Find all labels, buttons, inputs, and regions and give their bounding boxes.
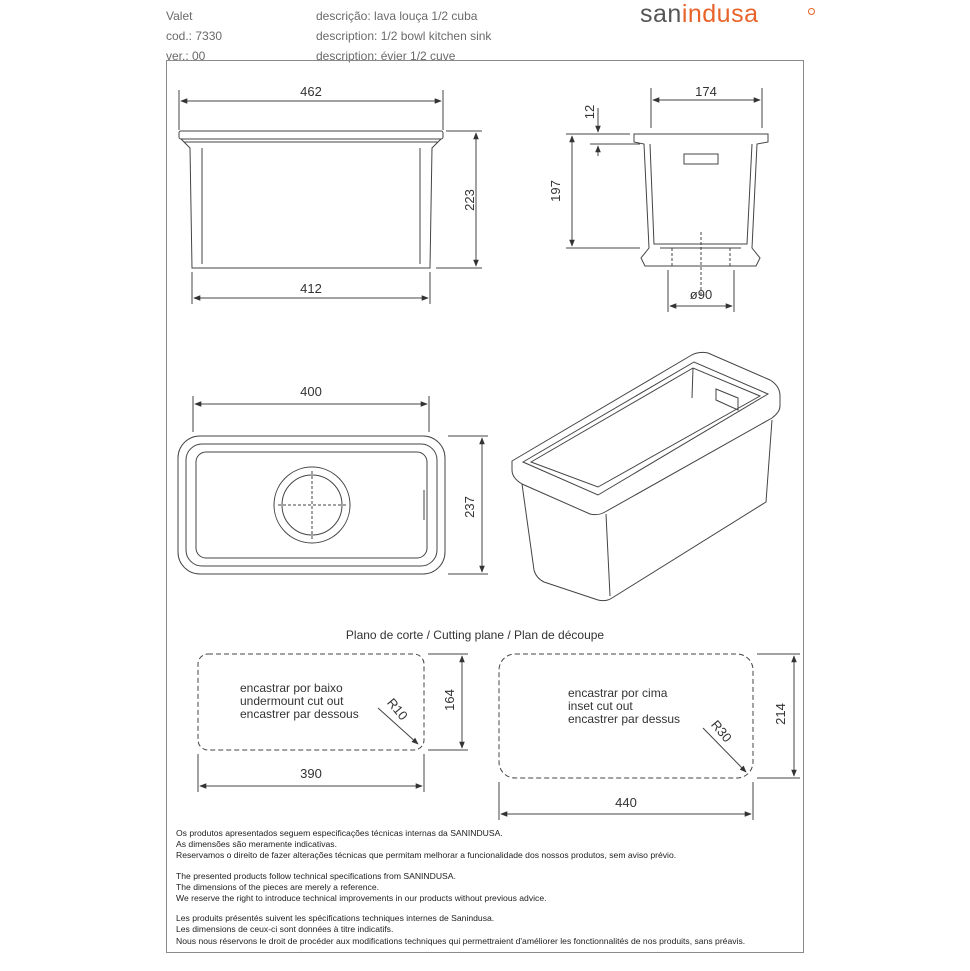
dim-rim: 12 [582, 104, 597, 120]
dim-side-height: 197 [548, 180, 563, 202]
dim-side-width: 174 [695, 84, 717, 99]
inset-label-pt: encastrar por cima [568, 686, 668, 700]
dim-plan-length: 400 [300, 384, 322, 399]
disclaimer-line: Os produtos apresentados seguem especificações técnicas internas da SANINDUSA. [176, 828, 503, 838]
disclaimer-line: The presented products follow technical specifications from SANINDUSA. [176, 870, 456, 881]
description-fr: description: évier 1/2 cuve [316, 49, 456, 63]
description-en: description: 1/2 bowl kitchen sink [316, 29, 492, 43]
undermount-label-en: undermount cut out [240, 694, 344, 708]
description-pt: descrição: lava louça 1/2 cuba [316, 9, 478, 23]
disclaimer-line: We reserve the right to introduce technical improvements in our products without previous advice. [176, 893, 547, 904]
dim-base-width: 412 [300, 281, 322, 296]
undermount-label-fr: encastrer par dessous [240, 707, 359, 721]
front-view [179, 90, 482, 304]
plan-view [178, 396, 488, 574]
dim-plan-width: 237 [462, 496, 477, 518]
disclaimer-line: Les dimensions de ceux-ci sont données à titre indicatifs. [176, 924, 394, 935]
undermount-label-pt: encastrar por baixo [240, 681, 343, 695]
perspective-view [512, 352, 780, 600]
product-code: cod.: 7330 [166, 29, 223, 43]
inset-label-fr: encastrer par dessus [568, 712, 681, 726]
disclaimer-pt [176, 828, 796, 862]
inset-cutout [499, 654, 800, 820]
dim-top-width: 462 [300, 84, 322, 99]
dim-inset-length: 440 [615, 795, 637, 810]
disclaimer-block [176, 828, 796, 956]
dim-under-radius: R10 [384, 695, 411, 724]
product-version: ver.: 00 [166, 49, 206, 63]
disclaimer-en [176, 871, 796, 905]
disclaimer-line: As dimensões são meramente indicativas. [176, 839, 337, 850]
undermount-cutout [198, 654, 468, 792]
cutting-plane-title: Plano de corte / Cutting plane / Plan de découpe [345, 628, 605, 642]
inset-label-en: inset cut out [568, 699, 633, 713]
product-model: Valet [166, 9, 193, 23]
dim-height: 223 [462, 189, 477, 211]
dim-inset-radius: R30 [708, 717, 735, 746]
disclaimer-line: Nous nous réservons le droit de procéder aux modifications techniques qui permettraient d'améliorer les fonctionnalités de nos produits, sans préavis. [176, 935, 746, 946]
sanindusa-logo: sanindusa [640, 0, 759, 28]
disclaimer-line: Reservamos o direito de fazer alterações técnicas que permitam melhorar a funcionalidade dos nossos produtos, sem aviso prévio. [176, 850, 677, 861]
disclaimer-line: The dimensions of the pieces are merely a reference. [176, 881, 380, 892]
side-view [566, 88, 768, 312]
dim-drain: ø90 [689, 287, 713, 302]
dim-inset-width: 214 [773, 703, 788, 725]
disclaimer-fr [176, 913, 796, 947]
dim-under-length: 390 [300, 766, 322, 781]
disclaimer-line: Les produits présentés suivent les spécifications techniques internes de Sanindusa. [176, 913, 495, 924]
dim-under-width: 164 [442, 689, 457, 711]
